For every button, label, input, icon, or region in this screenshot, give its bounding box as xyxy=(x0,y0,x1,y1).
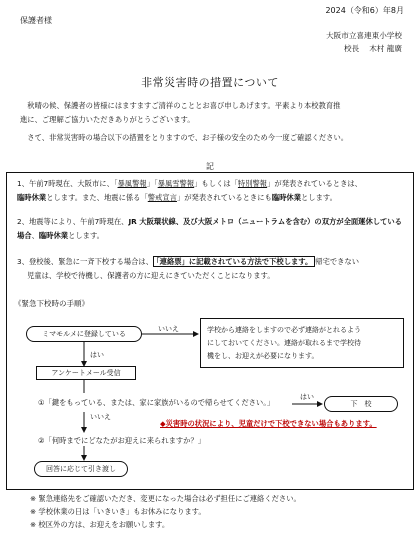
flow-title: 《緊急下校時の手順》 xyxy=(14,299,89,308)
item-3: 3、登校後、緊急に一斉下校する場合は、 「連絡票」に記載されている方法で下校します。 帰宅できない 児童は、学校で待機し、保護者の方に迎えにきていただくことになります。 xyxy=(17,257,360,280)
yes-label-2: はい xyxy=(300,393,314,401)
addressee: 保護者様 xyxy=(20,16,52,25)
yes-label-1: はい xyxy=(90,351,104,359)
principal-name: 校長 木村 龍廣 xyxy=(344,44,402,53)
intro-line-3: さて、非常災害時の場合以下の措置をとりますので、お子様の安全のため今一度ご確認ください。 xyxy=(20,133,349,142)
footnote-3: ※ 校区外の方は、お迎えをお願いします。 xyxy=(30,520,170,529)
school-name: 大阪市立喜連東小学校 xyxy=(326,31,402,40)
footnote-2: ※ 学校休業の日は「いきいき」もお休みになります。 xyxy=(30,507,206,516)
handover-node: 回答に応じて引き渡し xyxy=(34,461,128,477)
contact-sheet-box: 「連絡票」に記載されている方法で下校します。 xyxy=(153,256,315,267)
document-date: 2024（令和6）年8月 xyxy=(325,6,404,15)
item-1: 1、午前7時現在、大阪市に、「暴風警報」「暴風雪警報」もしくは「特別警報」が発表されているときは、 臨時休業とします。また、地震に係る「警戒宣言」が発表されているときにも臨時休業とします。 xyxy=(17,179,362,202)
disaster-warning: ◆災害時の状況により、児童だけで下校できない場合もあります。 xyxy=(160,419,377,428)
intro-line-1: 秋晴の候、保護者の皆様にはますますご清祥のこととお喜び申しあげます。平素より本校教育推 xyxy=(20,101,341,110)
page-title: 非常災害時の措置について xyxy=(141,76,279,89)
question-1: ①「鍵をもっている、または、家に家族がいるので帰らせてください。」 xyxy=(38,398,275,407)
no-label-1: いいえ xyxy=(158,325,179,333)
registered-check-node: ミマモルメに登録している xyxy=(26,326,142,342)
no-label-2: いいえ xyxy=(90,413,111,421)
item-2: 2、地震等により、午前7時現在、JR 大阪環状線、及び大阪メトロ（ニュートラムを含む）の双方が全面運休している場合、臨時休業とします。 xyxy=(17,217,402,240)
intro-line-2: 進に、ご理解ご協力いただきありがとうございます。 xyxy=(20,115,195,124)
question-2: ②「何時までにどなたがお迎えに来られますか？」 xyxy=(38,436,206,445)
footnote-1: ※ 緊急連絡先をご確認いただき、変更になった場合は必ず担任にご連絡ください。 xyxy=(30,494,301,503)
ki-heading: 記 xyxy=(206,162,214,171)
school-contact-box: 学校から連絡をしますので必ず連絡がとれるよう にしておいてください。連絡が取れるまで学校待 機をし、お迎えが必要になります。 xyxy=(200,318,404,368)
dismissal-node: 下 校 xyxy=(324,396,398,412)
survey-mail-node: アンケートメール受信 xyxy=(36,366,136,380)
